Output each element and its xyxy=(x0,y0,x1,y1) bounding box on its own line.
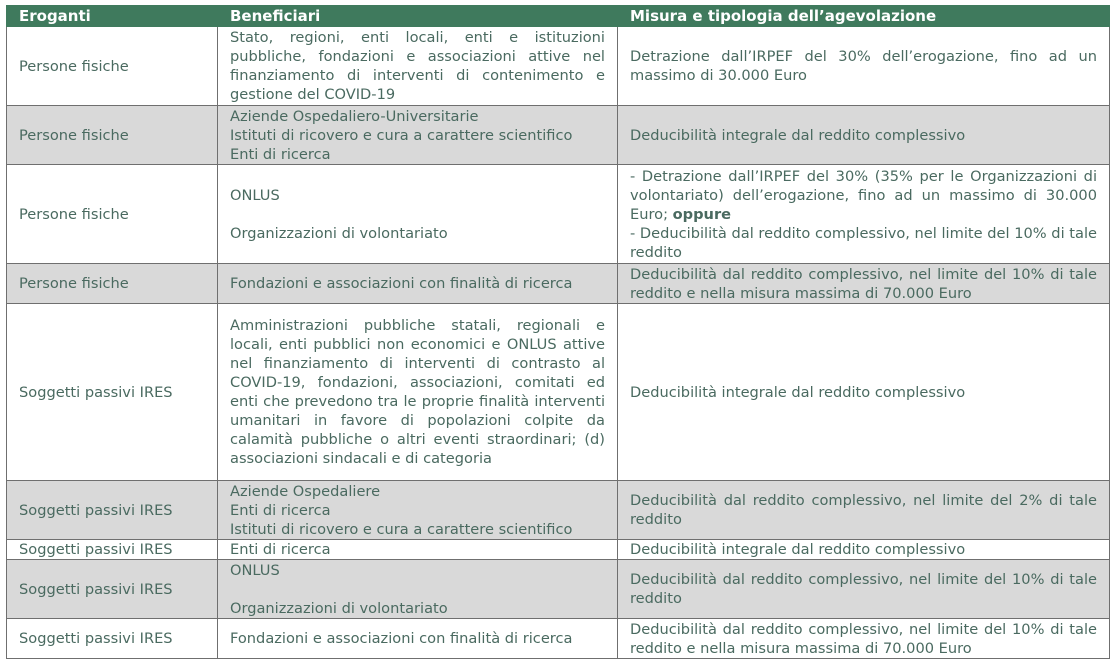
beneficiari-line: Istituti di ricovero e cura a carattere scientifico xyxy=(230,520,573,538)
line-gap xyxy=(230,580,605,599)
cell-beneficiari: Fondazioni e associazioni con finalità di ricerca xyxy=(218,619,618,659)
table-row xyxy=(7,560,1110,619)
beneficiari-line: Enti di ricerca xyxy=(230,145,331,163)
cell-beneficiari: Amministrazioni pubbliche statali, regionali e locali, enti pubblici non economici e ONLUS attive nel finanziamento di interventi di contrasto al COVID-19, fondazioni, associazioni, comitati ed enti che prevedono tra le proprie finalità interventi umanitari in favore di popolazioni colpite da calamità pubbliche o altri eventi straordinari; (d) associazioni sindacali e di categoria xyxy=(218,304,618,481)
cell-beneficiari: Fondazioni e associazioni con finalità di ricerca xyxy=(218,264,618,304)
misura-part: - Detrazione dall’IRPEF del 30% (35% per le Organizzazioni di volontariato) dell’erogazione, fino ad un massimo di 30.000 Euro; xyxy=(630,167,1097,223)
beneficiari-line: Aziende Ospedaliere xyxy=(230,482,381,500)
beneficiari-line: Organizzazioni di volontariato xyxy=(230,599,448,617)
cell-eroganti: Persone fisiche xyxy=(7,27,218,106)
cell-eroganti: Soggetti passivi IRES xyxy=(7,619,218,659)
beneficiari-line: Istituti di ricovero e cura a carattere scientifico xyxy=(230,126,573,144)
table-row xyxy=(7,165,1110,264)
cell-beneficiari xyxy=(218,481,618,540)
cell-eroganti: Soggetti passivi IRES xyxy=(7,304,218,481)
table-row xyxy=(7,619,1110,659)
header-eroganti: Eroganti xyxy=(7,6,218,27)
header-misura: Misura e tipologia dell’agevolazione xyxy=(618,6,1110,27)
beneficiari-line: ONLUS xyxy=(230,186,280,204)
table-row xyxy=(7,304,1110,481)
cell-misura xyxy=(618,165,1110,264)
cell-beneficiari xyxy=(218,560,618,619)
agevolazioni-table xyxy=(6,5,1110,659)
cell-eroganti: Persone fisiche xyxy=(7,264,218,304)
cell-beneficiari: Enti di ricerca xyxy=(218,540,618,560)
cell-misura: Deducibilità dal reddito complessivo, nel limite del 10% di tale reddito e nella misura massima di 70.000 Euro xyxy=(618,264,1110,304)
cell-misura: Deducibilità dal reddito complessivo, nel limite del 2% di tale reddito xyxy=(618,481,1110,540)
header-row xyxy=(7,6,1110,27)
line-gap xyxy=(230,205,605,224)
table-row xyxy=(7,264,1110,304)
cell-misura: Detrazione dall’IRPEF del 30% dell’erogazione, fino ad un massimo di 30.000 Euro xyxy=(618,27,1110,106)
table-row xyxy=(7,540,1110,560)
beneficiari-line: Aziende Ospedaliero-Universitarie xyxy=(230,107,479,125)
beneficiari-line: Organizzazioni di volontariato xyxy=(230,224,448,242)
cell-misura: Deducibilità dal reddito complessivo, nel limite del 10% di tale reddito e nella misura massima di 70.000 Euro xyxy=(618,619,1110,659)
cell-beneficiari xyxy=(218,106,618,165)
beneficiari-line: Enti di ricerca xyxy=(230,501,331,519)
cell-eroganti: Soggetti passivi IRES xyxy=(7,560,218,619)
cell-eroganti: Soggetti passivi IRES xyxy=(7,481,218,540)
cell-misura: Deducibilità integrale dal reddito complessivo xyxy=(618,304,1110,481)
header-beneficiari: Beneficiari xyxy=(218,6,618,27)
table-row xyxy=(7,481,1110,540)
cell-eroganti: Persone fisiche xyxy=(7,106,218,165)
table-row xyxy=(7,106,1110,165)
cell-beneficiari: Stato, regioni, enti locali, enti e istituzioni pubbliche, fondazioni e associazioni attive nel finanziamento di interventi di contenimento e gestione del COVID-19 xyxy=(218,27,618,106)
cell-beneficiari xyxy=(218,165,618,264)
cell-eroganti: Persone fisiche xyxy=(7,165,218,264)
cell-misura: Deducibilità integrale dal reddito complessivo xyxy=(618,540,1110,560)
cell-eroganti: Soggetti passivi IRES xyxy=(7,540,218,560)
misura-oppure: oppure xyxy=(672,205,732,223)
misura-part: - Deducibilità dal reddito complessivo, nel limite del 10% di tale reddito xyxy=(630,224,1097,261)
cell-misura: Deducibilità dal reddito complessivo, nel limite del 10% di tale reddito xyxy=(618,560,1110,619)
cell-misura: Deducibilità integrale dal reddito complessivo xyxy=(618,106,1110,165)
beneficiari-line: ONLUS xyxy=(230,561,280,579)
table-row xyxy=(7,27,1110,106)
